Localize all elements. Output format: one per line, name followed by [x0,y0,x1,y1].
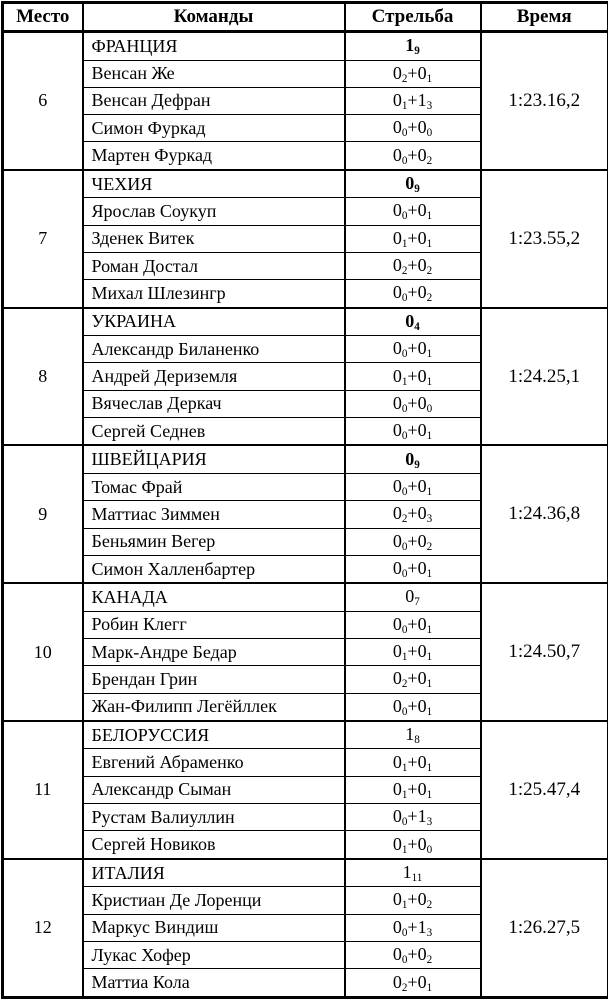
team-name-cell: БЕЛОРУССИЯ [83,721,345,749]
athlete-shooting-cell: $0_2+0_2$ [345,252,481,279]
athlete-shooting-cell: $0_1+0_1$ [345,225,481,252]
athlete-shooting-cell: $0_0+0_1$ [345,473,481,500]
place-cell: 10 [3,583,83,721]
team-name-cell: ФРАНЦИЯ [83,32,345,61]
athlete-name-cell: Лукас Хофер [83,941,345,968]
athlete-shooting-cell: $0_0+0_1$ [345,611,481,638]
athlete-name-cell: Симон Фуркад [83,115,345,142]
athlete-shooting-cell: $0_2+0_1$ [345,60,481,87]
shot-subscript: 1 [401,899,408,912]
athlete-shooting-cell: $0_0+0_1$ [345,555,481,583]
shot-subscript: 0 [401,127,408,140]
athlete-name-cell: Александр Биланенко [83,336,345,363]
athlete-shooting-cell: $0_1+0_1$ [345,749,481,776]
shot-subscript: 1 [426,72,433,85]
shot-subscript: 11 [411,872,423,885]
shot-subscript: 0 [401,486,408,499]
athlete-name-cell: Симон Халленбартер [83,555,345,583]
team-row [3,170,608,198]
shot-subscript: 0 [426,127,433,140]
athlete-name-cell: Маттиас Зиммен [83,501,345,528]
athlete-name-cell: Робин Клегг [83,611,345,638]
athlete-shooting-cell: $0_0+0_2$ [345,280,481,308]
athlete-shooting-cell: $0_0+0_0$ [345,115,481,142]
athlete-name-cell: Роман Достал [83,252,345,279]
athlete-name-cell: Томас Фрай [83,473,345,500]
athlete-shooting-cell: $0_0+0_1$ [345,198,481,225]
shot-subscript: 1 [426,237,433,250]
athlete-shooting-cell: $0_1+0_1$ [345,639,481,666]
table-header [3,3,608,32]
athlete-name-cell: Ярослав Соукуп [83,198,345,225]
team-row [3,859,608,887]
athlete-shooting-cell: $0_0+0_1$ [345,693,481,721]
place-cell: 12 [3,859,83,998]
shot-subscript: 2 [426,265,433,278]
athlete-shooting-cell: $0_0+0_2$ [345,941,481,968]
shot-subscript: 0 [401,954,408,967]
team-row [3,721,608,749]
athlete-name-cell: Мартен Фуркад [83,142,345,170]
shot-subscript: 1 [401,237,408,250]
team-row [3,445,608,473]
athlete-shooting-cell: $0_2+0_1$ [345,969,481,998]
shot-subscript: 2 [401,678,408,691]
team-row [3,583,608,611]
shot-subscript: 0 [401,210,408,223]
header-team: Команды [83,3,345,32]
athlete-name-cell: Венсан Же [83,60,345,87]
shot-subscript: 3 [426,926,433,939]
shot-subscript: 1 [426,705,433,718]
results-body [3,32,608,998]
shot-subscript: 0 [426,402,433,415]
athlete-shooting-cell: $0_0+1_3$ [345,914,481,941]
shot-subscript: 0 [401,402,408,415]
team-shooting-cell: $0_9$ [345,445,481,473]
athlete-shooting-cell: $0_0+1_3$ [345,804,481,831]
shot-subscript: 0 [401,430,408,443]
team-name-cell: УКРАИНА [83,308,345,336]
athlete-shooting-cell: $0_2+0_3$ [345,501,481,528]
shot-subscript: 1 [426,678,433,691]
shot-subscript: 4 [414,320,420,333]
shot-subscript: 0 [401,292,408,305]
team-shooting-cell: $1_{11}$ [345,859,481,887]
shot-subscript: 1 [426,651,433,664]
team-shooting-cell: $0_4$ [345,308,481,336]
team-shooting-cell: $1_9$ [345,32,481,61]
athlete-shooting-cell: $0_0+0_2$ [345,528,481,555]
shot-subscript: 1 [426,375,433,388]
shot-subscript: 2 [426,540,433,553]
team-row [3,32,608,61]
time-cell: 1:23.55,2 [481,170,608,308]
athlete-shooting-cell: $0_1+0_1$ [345,363,481,390]
shot-subscript: 1 [426,486,433,499]
athlete-shooting-cell: $0_1+1_3$ [345,87,481,114]
shot-subscript: 2 [401,513,408,526]
shot-subscript: 2 [426,292,433,305]
shot-subscript: 0 [401,926,408,939]
shot-subscript: 7 [414,596,420,609]
athlete-shooting-cell: $0_1+0_1$ [345,776,481,803]
athlete-name-cell: Венсан Дефран [83,87,345,114]
results-table [1,1,608,999]
shot-subscript: 0 [401,568,408,581]
athlete-name-cell: Сергей Седнев [83,418,345,446]
shot-subscript: 1 [401,100,408,113]
header-place: Место [3,3,83,32]
header-shooting: Стрельба [345,3,481,32]
team-shooting-cell: $1_8$ [345,721,481,749]
shot-subscript: 1 [426,210,433,223]
place-cell: 11 [3,721,83,859]
shot-subscript: 2 [426,154,433,167]
shot-subscript: 2 [401,265,408,278]
time-cell: 1:25.47,4 [481,721,608,859]
shot-subscript: 9 [414,45,420,58]
athlete-name-cell: Рустам Валиуллин [83,804,345,831]
athlete-shooting-cell: $0_1+0_0$ [345,831,481,859]
athlete-name-cell: Беньямин Вегер [83,528,345,555]
athlete-name-cell: Андрей Дериземля [83,363,345,390]
team-name-cell: КАНАДА [83,583,345,611]
athlete-shooting-cell: $0_0+0_0$ [345,390,481,417]
place-cell: 7 [3,170,83,308]
time-cell: 1:23.16,2 [481,32,608,170]
place-cell: 8 [3,308,83,446]
shot-subscript: 1 [426,761,433,774]
shot-subscript: 1 [426,981,433,994]
time-cell: 1:24.36,8 [481,445,608,583]
athlete-name-cell: Жан-Филипп Легёйллек [83,693,345,721]
shot-subscript: 0 [401,154,408,167]
athlete-name-cell: Сергей Новиков [83,831,345,859]
shot-subscript: 0 [401,348,408,361]
shot-subscript: 1 [401,789,408,802]
place-cell: 9 [3,445,83,583]
team-name-cell: ЧЕХИЯ [83,170,345,198]
athlete-name-cell: Зденек Витек [83,225,345,252]
team-name-cell: ИТАЛИЯ [83,859,345,887]
shot-subscript: 2 [401,981,408,994]
shot-subscript: 2 [401,72,408,85]
athlete-shooting-cell: $0_1+0_2$ [345,887,481,914]
header-time: Время [481,3,608,32]
shot-subscript: 1 [426,348,433,361]
shot-subscript: 0 [426,843,433,856]
athlete-name-cell: Марк-Андре Бедар [83,639,345,666]
shot-subscript: 3 [426,100,433,113]
shot-subscript: 0 [401,623,408,636]
team-shooting-cell: $0_7$ [345,583,481,611]
time-cell: 1:24.50,7 [481,583,608,721]
athlete-name-cell: Александр Сыман [83,776,345,803]
shot-subscript: 1 [401,843,408,856]
shot-subscript: 1 [426,430,433,443]
shot-subscript: 0 [401,705,408,718]
shot-subscript: 3 [426,816,433,829]
shot-subscript: 0 [401,540,408,553]
shot-subscript: 1 [426,623,433,636]
athlete-shooting-cell: $0_0+0_1$ [345,336,481,363]
shot-subscript: 1 [401,761,408,774]
athlete-shooting-cell: $0_2+0_1$ [345,666,481,693]
athlete-name-cell: Маттиа Кола [83,969,345,998]
athlete-name-cell: Евгений Абраменко [83,749,345,776]
shot-subscript: 3 [426,513,433,526]
shot-subscript: 1 [401,651,408,664]
athlete-name-cell: Михал Шлезингр [83,280,345,308]
shot-subscript: 2 [426,954,433,967]
place-cell: 6 [3,32,83,170]
shot-subscript: 0 [401,816,408,829]
shot-subscript: 2 [426,899,433,912]
athlete-shooting-cell: $0_0+0_1$ [345,418,481,446]
shot-subscript: 1 [401,375,408,388]
time-cell: 1:26.27,5 [481,859,608,998]
team-shooting-cell: $0_9$ [345,170,481,198]
shot-subscript: 8 [414,734,420,747]
team-name-cell: ШВЕЙЦАРИЯ [83,445,345,473]
shot-subscript: 9 [414,458,420,471]
team-row [3,308,608,336]
shot-subscript: 9 [414,183,420,196]
shot-subscript: 1 [426,568,433,581]
shot-subscript: 1 [426,789,433,802]
athlete-name-cell: Кристиан Де Лоренци [83,887,345,914]
athlete-name-cell: Вячеслав Деркач [83,390,345,417]
header-row [3,3,608,32]
time-cell: 1:24.25,1 [481,308,608,446]
athlete-name-cell: Брендан Грин [83,666,345,693]
athlete-name-cell: Маркус Виндиш [83,914,345,941]
athlete-shooting-cell: $0_0+0_2$ [345,142,481,170]
